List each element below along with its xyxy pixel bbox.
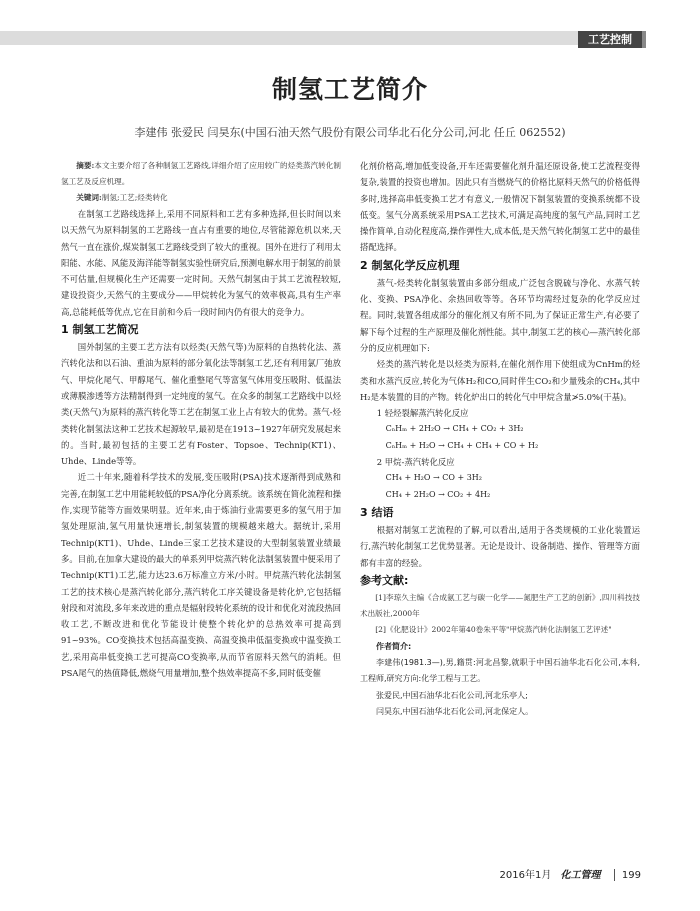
bio-2: 张爱民,中国石油华北石化公司,河北乐亭人; xyxy=(376,690,528,700)
section-2-paragraph-2: 烃类的蒸汽转化是以烃类为原料,在催化剂作用下使组成为CnHm的烃类和水蒸汽反应,转化为气体H₂和CO,同时伴生CO₂和少量残余的CH₄,其中H₂是本装置的目的产物。转化炉出口的转化气中甲烷含量≯5.0%(干基)。 xyxy=(360,359,640,402)
keywords-label: 关键词: xyxy=(76,193,102,202)
issue-date: 2016年1月 xyxy=(499,870,552,881)
section-2-heading: 2 制氢化学反应机理 xyxy=(360,258,460,272)
journal-name: 化工管理 xyxy=(560,870,601,881)
reaction-group-2-title: 2 甲烷-蒸汽转化反应 xyxy=(376,457,455,468)
author-line: 李建伟 张爱民 闫昊东(中国石油天然气股份有限公司华北石化分公司,河北 任丘 062552) xyxy=(134,126,566,139)
continued-paragraph: 化剂价格高,增加低变设备,开车还需要催化剂升温还原设备,使工艺流程变得复杂,装置的投资也增加。因此只有当燃烧气的价格比原料天然气的价格低得多时,选择高串低变换工艺才有意义,一般情况下制氢装置的变换系统都不设低变。氢气分离系统采用PSA工艺技术,可满足高纯度的氢气产品,同时工艺操作简单,自动化程度高,操作弹性大,成本低,是天然气转化制氢工艺中的最佳搭配选择。 xyxy=(360,161,640,253)
bio-heading: 作者简介: xyxy=(376,641,412,651)
right-column xyxy=(360,158,640,720)
equation-2: CₙHₘ + H₂O → CH₄ + CH₄ + CO + H₂ xyxy=(385,440,539,450)
article-title: 制氢工艺简介 xyxy=(271,75,428,104)
references-heading: 参考文献: xyxy=(360,573,409,587)
reference-2: [2]《化肥设计》2002年第40卷朱平等"甲烷蒸汽转化法制氢工艺评述" xyxy=(375,625,612,635)
section-2-paragraph-1: 蒸气-烃类转化制氢装置由多部分组成,广泛包含脱硫与净化、水蒸气转化、变换、PSA净化、余热回收等等。各环节均需经过复杂的化学反应过程。同时,装置各组成部分的催化剂又有所不同,为了保证正常生产,有必要了解下每个过程的生产原理及催化剂性能。其中,制氢工艺的核心—蒸汽转化部分的反应机理如下: xyxy=(360,277,640,353)
reference-1: [1]李琼久主编《合成氨工艺与碳一化学——氮肥生产工艺的创新》,四川科技技术出版社,2000年 xyxy=(360,592,640,619)
page-footer xyxy=(500,866,641,881)
abstract-label: 摘要: xyxy=(76,161,95,170)
section-1-paragraph-2: 近二十年来,随着科学技术的发展,变压吸附(PSA)技术逐渐得到成熟和完善,在制氢工艺中用能耗较低的PSA净化分离系统。该系统在简化流程和操作,实现节能等方面效果明显。近年来,由于炼油行业需要更多的氢气用于加氢处理原油,氢气用量快速增长,制氢装置的规模越来越大。据统计,采用Technip(KT1)、Uhde、Linde三家工艺技术建设的大型制氢装置业绩最多。目前,在加拿大建设的最大的单系列甲烷蒸汽转化法制氢装置中便采用了Technip(KT1)工艺,能力达23.6万标准立方米/小时。甲烷蒸汽转化法制氢工艺的技术核心是蒸汽转化部分,蒸汽转化工序关键设备是转化炉,它包括辐射段和对流段,多年来改进的重点是辐射段转化系统的设计和优化对流段热回收工艺,不断改进和优化节能设计使整个转化炉的总热效率可提高到91~93%。CO变换技术包括高温变换、高温变换串低温变换或中温变换工艺,采用高串低变换工艺可提高CO变换率,从而节省原料天然气的消耗。但PSA尾气的热值降低,燃烧气用量增加,整个热效率提高不多,同时低变催 xyxy=(61,472,341,679)
keywords xyxy=(61,190,341,206)
bio-3: 闫昊东,中国石油华北石化公司,河北保定人。 xyxy=(376,706,534,716)
bio-1: 李建伟(1981.3—),男,籍贯:河北昌黎,就职于中国石油华北石化公司,本科,工程师,研究方向:化学工程与工艺。 xyxy=(360,658,640,684)
equation-1: CₙHₘ + 2H₂O → CH₄ + CO₂ + 3H₂ xyxy=(385,424,524,434)
reaction-group-1-title: 1 轻烃裂解蒸汽转化反应 xyxy=(376,408,469,419)
left-column xyxy=(61,158,341,681)
section-tab: 工艺控制 xyxy=(578,31,642,48)
abstract xyxy=(61,158,341,190)
page-number: 199 xyxy=(621,870,641,881)
intro-paragraph: 在制氢工艺路线选择上,采用不同原料和工艺有多种选择,但长时间以来以天然气为原料制氢的工艺路线一直占有重要的地位,尽管能源危机以来,天然气一直在涨价,煤炭制氢工艺路线受到了较大的重视。国外在进行了利用太阳能、水能、风能及海洋能等制氢实验性研究后,预测电解水用于制氢的前景不可估量,但规模化生产还需要一定时间。天然气制氢由于其工艺流程较短,建设投资少,天然气的主要成分——甲烷转化为氢气的效率极高,具有生产率高,总能耗低等优点,它在目前和今后一段时间内仍有很大的竞争力。 xyxy=(61,209,341,317)
footer-divider xyxy=(614,869,615,881)
header-separator xyxy=(642,31,646,48)
section-1-heading: 1 制氢工艺简况 xyxy=(61,323,139,337)
header-band xyxy=(0,31,625,45)
section-3-paragraph: 根据对制氢工艺流程的了解,可以看出,适用于各类规模的工业化装置运行,蒸汽转化制氢工艺优势显著。无论是设计、设备制造、操作、管理等方面都有丰富的经验。 xyxy=(360,524,640,568)
abstract-text: 本文主要介绍了各种制氢工艺路线,详细介绍了应用较广的烃类蒸汽转化制氢工艺及反应机理。 xyxy=(61,161,341,186)
keywords-text: 制氢;工艺;烃类转化 xyxy=(101,193,168,202)
equation-4: CH₄ + 2H₂O → CO₂ + 4H₂ xyxy=(385,489,491,499)
equation-3: CH₄ + H₂O → CO + 3H₂ xyxy=(385,473,482,483)
section-1-paragraph-1: 国外制氢的主要工艺方法有以烃类(天然气等)为原料的自热转化法、蒸汽转化法和以石油、重油为原料的部分氧化法等制氢工艺,还有利用氯厂弛放气、甲烷化尾气、甲醇尾气、催化重整尾气等富氢气体用变压吸附、低温法或薄膜渗透等方法精制得到一定纯度的氢气。在众多的制氢工艺路线中以烃类(天然气)为原料的蒸汽转化等工艺在制氢工业上占有较大的优势。蒸气-烃类转化制氢法这种工艺技术起源较早,最初是在1913~1927年研究发展起来的。当时,最初包括的主要工艺有Foster、Topsoe、Technip(KT1)、Uhde、Linde等等。 xyxy=(61,342,341,467)
section-3-heading: 3 结语 xyxy=(360,505,394,519)
